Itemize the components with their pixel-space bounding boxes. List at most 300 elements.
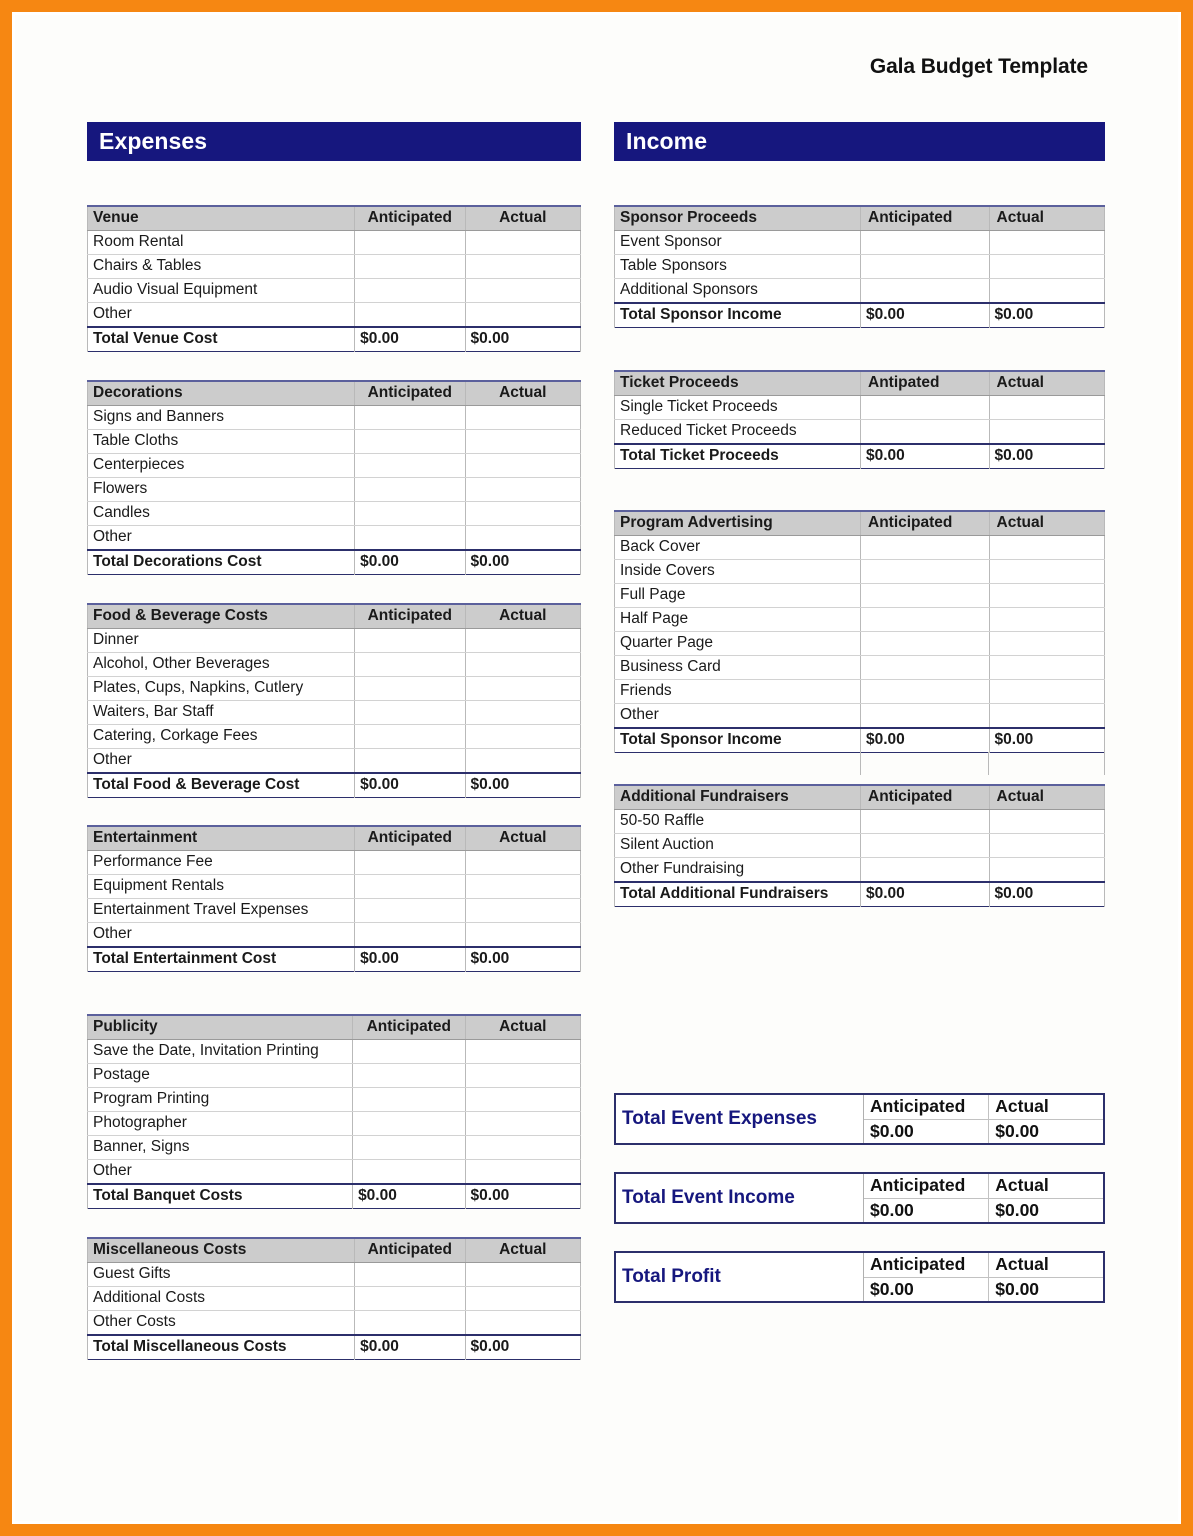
row-label: Guest Gifts bbox=[88, 1263, 355, 1287]
cell-actual[interactable] bbox=[989, 560, 1104, 584]
summary-label: Total Profit bbox=[615, 1252, 864, 1302]
cell-anticipated[interactable] bbox=[861, 608, 990, 632]
cell-actual[interactable] bbox=[465, 502, 580, 526]
table-row bbox=[88, 629, 581, 653]
row-label: Program Printing bbox=[88, 1088, 353, 1112]
column-header-anticipated: Anticipated bbox=[861, 206, 990, 231]
row-label: Table Cloths bbox=[88, 430, 355, 454]
page-title: Gala Budget Template bbox=[869, 55, 1088, 78]
cell-actual[interactable] bbox=[465, 303, 580, 328]
row-label: Flowers bbox=[88, 478, 355, 502]
cell-anticipated[interactable] bbox=[355, 526, 465, 551]
row-label: Entertainment Travel Expenses bbox=[88, 899, 355, 923]
column-header-label: Publicity bbox=[88, 1015, 353, 1040]
table-header-row bbox=[88, 604, 581, 629]
cell-actual[interactable] bbox=[989, 231, 1104, 255]
table-row bbox=[615, 834, 1105, 858]
cell-anticipated[interactable] bbox=[355, 923, 465, 948]
cell-actual[interactable] bbox=[989, 680, 1104, 704]
total-actual: $0.00 bbox=[989, 728, 1104, 753]
total-label: Total Sponsor Income bbox=[615, 303, 861, 328]
cell-actual[interactable] bbox=[465, 279, 580, 303]
cell-anticipated[interactable] bbox=[861, 584, 990, 608]
row-label: Event Sponsor bbox=[615, 231, 861, 255]
cell-actual[interactable] bbox=[465, 677, 580, 701]
budget-table-entertainment bbox=[87, 825, 581, 972]
table-row bbox=[615, 536, 1105, 560]
cell-anticipated[interactable] bbox=[861, 858, 990, 883]
table-row bbox=[615, 858, 1105, 883]
row-label: Audio Visual Equipment bbox=[88, 279, 355, 303]
total-actual: $0.00 bbox=[465, 1335, 580, 1360]
column-header-actual: Actual bbox=[989, 785, 1104, 810]
cell-anticipated[interactable] bbox=[861, 810, 990, 834]
cell-anticipated[interactable] bbox=[355, 406, 465, 430]
income-column bbox=[614, 122, 1105, 1330]
cell-anticipated[interactable] bbox=[355, 1311, 465, 1336]
table-total-row bbox=[615, 303, 1105, 328]
cell-anticipated[interactable] bbox=[355, 677, 465, 701]
cell-anticipated[interactable] bbox=[861, 632, 990, 656]
table-row bbox=[615, 680, 1105, 704]
total-label: Total Miscellaneous Costs bbox=[88, 1335, 355, 1360]
total-anticipated: $0.00 bbox=[355, 773, 465, 798]
column-header-actual: Actual bbox=[465, 826, 580, 851]
summary-label: Total Event Expenses bbox=[615, 1094, 864, 1144]
total-label: Total Venue Cost bbox=[88, 327, 355, 352]
cell-anticipated[interactable] bbox=[355, 899, 465, 923]
cell-anticipated[interactable] bbox=[355, 653, 465, 677]
total-anticipated: $0.00 bbox=[355, 947, 465, 972]
cell-actual[interactable] bbox=[989, 810, 1104, 834]
cell-anticipated[interactable] bbox=[861, 396, 990, 420]
total-actual: $0.00 bbox=[465, 327, 580, 352]
budget-table-ticket-proceeds bbox=[614, 370, 1105, 469]
cell-anticipated[interactable] bbox=[861, 834, 990, 858]
total-actual: $0.00 bbox=[989, 303, 1104, 328]
table-header-row bbox=[88, 1238, 581, 1263]
table-row bbox=[88, 255, 581, 279]
budget-table-sponsor-proceeds bbox=[614, 205, 1105, 328]
cell-anticipated[interactable] bbox=[355, 1287, 465, 1311]
table-row bbox=[88, 1040, 581, 1064]
table-header-row bbox=[615, 371, 1105, 396]
cell-anticipated[interactable] bbox=[861, 279, 990, 304]
cell-actual[interactable] bbox=[989, 255, 1104, 279]
row-label: Reduced Ticket Proceeds bbox=[615, 420, 861, 445]
cell-actual[interactable] bbox=[989, 704, 1104, 729]
page-canvas bbox=[12, 12, 1181, 1524]
table-row bbox=[88, 454, 581, 478]
table-row bbox=[88, 1311, 581, 1336]
summary-value-actual: $0.00 bbox=[989, 1277, 1104, 1302]
table-row bbox=[88, 653, 581, 677]
table-row bbox=[88, 1287, 581, 1311]
cell-anticipated[interactable] bbox=[355, 1263, 465, 1287]
column-header-anticipated: Anticipated bbox=[353, 1015, 465, 1040]
cell-actual[interactable] bbox=[989, 858, 1104, 883]
summary-label: Total Event Income bbox=[615, 1173, 864, 1223]
column-header-actual: Actual bbox=[989, 511, 1104, 536]
column-header-label: Venue bbox=[88, 206, 355, 231]
column-header-actual: Actual bbox=[465, 1238, 580, 1263]
table-row bbox=[88, 1112, 581, 1136]
budget-table-food-beverage-costs bbox=[87, 603, 581, 798]
cell-actual[interactable] bbox=[465, 653, 580, 677]
table-row bbox=[88, 406, 581, 430]
cell-anticipated[interactable] bbox=[355, 502, 465, 526]
cell-actual[interactable] bbox=[465, 899, 580, 923]
cell-actual[interactable] bbox=[465, 1287, 580, 1311]
row-label: Table Sponsors bbox=[615, 255, 861, 279]
row-label: Quarter Page bbox=[615, 632, 861, 656]
table-row bbox=[615, 608, 1105, 632]
row-label: Chairs & Tables bbox=[88, 255, 355, 279]
column-header-anticipated: Anticipated bbox=[355, 604, 465, 629]
spacer-cell-anticipated[interactable] bbox=[860, 752, 989, 775]
column-header-anticipated: Anticipated bbox=[355, 1238, 465, 1263]
row-label: Other bbox=[88, 303, 355, 328]
table-total-row bbox=[615, 882, 1105, 907]
table-row bbox=[88, 701, 581, 725]
column-header-actual: Actual bbox=[465, 1015, 580, 1040]
row-label: Alcohol, Other Beverages bbox=[88, 653, 355, 677]
row-label: Business Card bbox=[615, 656, 861, 680]
table-row bbox=[615, 255, 1105, 279]
cell-anticipated[interactable] bbox=[355, 303, 465, 328]
row-label: Photographer bbox=[88, 1112, 353, 1136]
column-header-label: Sponsor Proceeds bbox=[615, 206, 861, 231]
cell-anticipated[interactable] bbox=[355, 851, 465, 875]
cell-actual[interactable] bbox=[465, 923, 580, 948]
total-label: Total Entertainment Cost bbox=[88, 947, 355, 972]
table-row bbox=[88, 279, 581, 303]
table-header-row bbox=[615, 511, 1105, 536]
income-summary-list bbox=[614, 1093, 1105, 1303]
cell-anticipated[interactable] bbox=[355, 629, 465, 653]
cell-actual[interactable] bbox=[989, 584, 1104, 608]
table-row bbox=[88, 725, 581, 749]
cell-anticipated[interactable] bbox=[355, 231, 465, 255]
table-row bbox=[615, 396, 1105, 420]
cell-actual[interactable] bbox=[989, 396, 1104, 420]
row-label: Equipment Rentals bbox=[88, 875, 355, 899]
cell-anticipated[interactable] bbox=[355, 875, 465, 899]
table-row bbox=[88, 749, 581, 774]
row-label: Postage bbox=[88, 1064, 353, 1088]
table-total-row bbox=[615, 728, 1105, 753]
cell-actual[interactable] bbox=[465, 701, 580, 725]
cell-anticipated[interactable] bbox=[861, 255, 990, 279]
cell-anticipated[interactable] bbox=[861, 420, 990, 445]
cell-anticipated[interactable] bbox=[353, 1064, 465, 1088]
column-header-anticipated: Anticipated bbox=[355, 381, 465, 406]
table-header-row bbox=[615, 206, 1105, 231]
cell-actual[interactable] bbox=[465, 749, 580, 774]
cell-actual[interactable] bbox=[465, 1088, 580, 1112]
budget-table-miscellaneous-costs bbox=[87, 1237, 581, 1360]
table-total-row bbox=[615, 444, 1105, 469]
total-label: Total Ticket Proceeds bbox=[615, 444, 861, 469]
budget-table-venue bbox=[87, 205, 581, 352]
row-label: Other Fundraising bbox=[615, 858, 861, 883]
column-header-label: Miscellaneous Costs bbox=[88, 1238, 355, 1263]
cell-actual[interactable] bbox=[465, 255, 580, 279]
table-row bbox=[88, 677, 581, 701]
row-label: Centerpieces bbox=[88, 454, 355, 478]
cell-anticipated[interactable] bbox=[353, 1088, 465, 1112]
row-label: Performance Fee bbox=[88, 851, 355, 875]
spacer-cell-actual[interactable] bbox=[989, 752, 1105, 775]
summary-header-anticipated: Anticipated bbox=[864, 1173, 989, 1198]
row-label: Back Cover bbox=[615, 536, 861, 560]
row-label: Plates, Cups, Napkins, Cutlery bbox=[88, 677, 355, 701]
column-header-anticipated: Anticipated bbox=[861, 511, 990, 536]
cell-actual[interactable] bbox=[989, 656, 1104, 680]
spacer-cell-label bbox=[614, 752, 860, 775]
table-total-row bbox=[88, 1335, 581, 1360]
cell-actual[interactable] bbox=[465, 526, 580, 551]
column-header-actual: Actual bbox=[465, 381, 580, 406]
table-row bbox=[615, 560, 1105, 584]
row-label: Friends bbox=[615, 680, 861, 704]
cell-anticipated[interactable] bbox=[861, 536, 990, 560]
table-row bbox=[88, 923, 581, 948]
cell-actual[interactable] bbox=[465, 454, 580, 478]
total-actual: $0.00 bbox=[465, 773, 580, 798]
cell-actual[interactable] bbox=[465, 231, 580, 255]
column-header-actual: Actual bbox=[465, 604, 580, 629]
column-header-actual: Actual bbox=[989, 371, 1104, 396]
row-label: Room Rental bbox=[88, 231, 355, 255]
table-row bbox=[615, 584, 1105, 608]
cell-actual[interactable] bbox=[465, 629, 580, 653]
table-row bbox=[88, 1088, 581, 1112]
column-header-anticipated: Anticipated bbox=[355, 206, 465, 231]
row-label: Catering, Corkage Fees bbox=[88, 725, 355, 749]
column-header-label: Ticket Proceeds bbox=[615, 371, 861, 396]
cell-actual[interactable] bbox=[465, 1311, 580, 1336]
row-label: Single Ticket Proceeds bbox=[615, 396, 861, 420]
row-label: Other bbox=[88, 526, 355, 551]
table-row bbox=[88, 1263, 581, 1287]
cell-anticipated[interactable] bbox=[355, 255, 465, 279]
table-row bbox=[88, 875, 581, 899]
table-row bbox=[88, 303, 581, 328]
column-header-actual: Actual bbox=[465, 206, 580, 231]
row-label: Signs and Banners bbox=[88, 406, 355, 430]
row-label: Candles bbox=[88, 502, 355, 526]
column-header-anticipated: Anticipated bbox=[355, 826, 465, 851]
expenses-table-list bbox=[87, 205, 581, 1360]
table-row bbox=[615, 420, 1105, 445]
table-row bbox=[88, 231, 581, 255]
cell-actual[interactable] bbox=[465, 406, 580, 430]
table-total-row bbox=[88, 1184, 581, 1209]
empty-spacer-row bbox=[614, 752, 1105, 775]
summary-header-anticipated: Anticipated bbox=[864, 1094, 989, 1119]
cell-actual[interactable] bbox=[465, 1040, 580, 1064]
cell-actual[interactable] bbox=[465, 1160, 580, 1185]
table-row bbox=[88, 502, 581, 526]
summary-value-anticipated: $0.00 bbox=[864, 1119, 989, 1144]
section-banner-income: Income bbox=[614, 122, 1105, 161]
summary-header-actual: Actual bbox=[989, 1252, 1104, 1277]
expenses-column bbox=[87, 122, 581, 1360]
total-anticipated: $0.00 bbox=[861, 303, 990, 328]
row-label: Other bbox=[615, 704, 861, 729]
summary-block-total-event-expenses bbox=[614, 1093, 1105, 1145]
table-header-row bbox=[88, 206, 581, 231]
cell-actual[interactable] bbox=[989, 632, 1104, 656]
row-label: Other bbox=[88, 1160, 353, 1185]
cell-anticipated[interactable] bbox=[353, 1160, 465, 1185]
section-banner-expenses: Expenses bbox=[87, 122, 581, 161]
row-label: Other bbox=[88, 749, 355, 774]
table-row bbox=[615, 279, 1105, 304]
table-row bbox=[88, 1160, 581, 1185]
cell-actual[interactable] bbox=[465, 1136, 580, 1160]
row-label: Dinner bbox=[88, 629, 355, 653]
total-anticipated: $0.00 bbox=[353, 1184, 465, 1209]
table-row bbox=[88, 430, 581, 454]
total-actual: $0.00 bbox=[465, 947, 580, 972]
row-label: Other Costs bbox=[88, 1311, 355, 1336]
row-label: 50-50 Raffle bbox=[615, 810, 861, 834]
table-row bbox=[615, 704, 1105, 729]
table-row bbox=[88, 851, 581, 875]
table-row bbox=[88, 526, 581, 551]
cell-anticipated[interactable] bbox=[353, 1040, 465, 1064]
column-header-label: Food & Beverage Costs bbox=[88, 604, 355, 629]
column-header-label: Entertainment bbox=[88, 826, 355, 851]
row-label: Inside Covers bbox=[615, 560, 861, 584]
total-actual: $0.00 bbox=[989, 882, 1104, 907]
cell-actual[interactable] bbox=[465, 1112, 580, 1136]
table-row bbox=[615, 810, 1105, 834]
total-actual: $0.00 bbox=[465, 1184, 580, 1209]
cell-anticipated[interactable] bbox=[861, 560, 990, 584]
total-label: Total Decorations Cost bbox=[88, 550, 355, 575]
table-total-row bbox=[88, 947, 581, 972]
table-row bbox=[88, 1136, 581, 1160]
table-total-row bbox=[88, 550, 581, 575]
table-total-row bbox=[88, 773, 581, 798]
cell-anticipated[interactable] bbox=[355, 430, 465, 454]
total-label: Total Food & Beverage Cost bbox=[88, 773, 355, 798]
column-header-anticipated: Antipated bbox=[861, 371, 990, 396]
cell-actual[interactable] bbox=[989, 279, 1104, 304]
table-header-row bbox=[88, 381, 581, 406]
row-label: Waiters, Bar Staff bbox=[88, 701, 355, 725]
row-label: Additional Sponsors bbox=[615, 279, 861, 304]
total-actual: $0.00 bbox=[465, 550, 580, 575]
total-anticipated: $0.00 bbox=[355, 550, 465, 575]
summary-value-actual: $0.00 bbox=[989, 1119, 1104, 1144]
row-label: Banner, Signs bbox=[88, 1136, 353, 1160]
summary-value-actual: $0.00 bbox=[989, 1198, 1104, 1223]
summary-block-total-event-income bbox=[614, 1172, 1105, 1224]
row-label: Save the Date, Invitation Printing bbox=[88, 1040, 353, 1064]
cell-actual[interactable] bbox=[465, 1263, 580, 1287]
cell-actual[interactable] bbox=[989, 536, 1104, 560]
summary-value-anticipated: $0.00 bbox=[864, 1198, 989, 1223]
summary-value-anticipated: $0.00 bbox=[864, 1277, 989, 1302]
table-header-row bbox=[88, 1015, 581, 1040]
cell-anticipated[interactable] bbox=[861, 680, 990, 704]
cell-anticipated[interactable] bbox=[355, 478, 465, 502]
row-label: Silent Auction bbox=[615, 834, 861, 858]
cell-actual[interactable] bbox=[465, 875, 580, 899]
cell-anticipated[interactable] bbox=[353, 1136, 465, 1160]
cell-actual[interactable] bbox=[989, 834, 1104, 858]
budget-table-additional-fundraisers bbox=[614, 784, 1105, 907]
cell-actual[interactable] bbox=[465, 725, 580, 749]
budget-table-program-advertising bbox=[614, 510, 1105, 753]
cell-actual[interactable] bbox=[465, 851, 580, 875]
column-header-label: Program Advertising bbox=[615, 511, 861, 536]
cell-anticipated[interactable] bbox=[355, 749, 465, 774]
total-anticipated: $0.00 bbox=[861, 444, 990, 469]
summary-header-anticipated: Anticipated bbox=[864, 1252, 989, 1277]
table-row bbox=[615, 656, 1105, 680]
row-label: Additional Costs bbox=[88, 1287, 355, 1311]
summary-block-total-profit bbox=[614, 1251, 1105, 1303]
table-row bbox=[88, 1064, 581, 1088]
row-label: Full Page bbox=[615, 584, 861, 608]
cell-actual[interactable] bbox=[989, 608, 1104, 632]
table-row bbox=[88, 478, 581, 502]
cell-anticipated[interactable] bbox=[355, 725, 465, 749]
total-label: Total Sponsor Income bbox=[615, 728, 861, 753]
table-header-row bbox=[88, 826, 581, 851]
cell-anticipated[interactable] bbox=[355, 279, 465, 303]
cell-anticipated[interactable] bbox=[861, 656, 990, 680]
summary-header-actual: Actual bbox=[989, 1094, 1104, 1119]
income-table-list bbox=[614, 205, 1105, 907]
row-label: Half Page bbox=[615, 608, 861, 632]
table-total-row bbox=[88, 327, 581, 352]
cell-anticipated[interactable] bbox=[861, 704, 990, 729]
row-label: Other bbox=[88, 923, 355, 948]
budget-table-publicity bbox=[87, 1014, 581, 1209]
cell-actual[interactable] bbox=[465, 1064, 580, 1088]
column-header-label: Decorations bbox=[88, 381, 355, 406]
table-row bbox=[615, 632, 1105, 656]
total-anticipated: $0.00 bbox=[355, 1335, 465, 1360]
total-label: Total Banquet Costs bbox=[88, 1184, 353, 1209]
column-header-anticipated: Anticipated bbox=[861, 785, 990, 810]
cell-actual[interactable] bbox=[989, 420, 1104, 445]
column-header-label: Additional Fundraisers bbox=[615, 785, 861, 810]
column-header-actual: Actual bbox=[989, 206, 1104, 231]
cell-anticipated[interactable] bbox=[355, 701, 465, 725]
budget-table-decorations bbox=[87, 380, 581, 575]
table-header-row bbox=[615, 785, 1105, 810]
table-row bbox=[615, 231, 1105, 255]
table-row bbox=[88, 899, 581, 923]
total-anticipated: $0.00 bbox=[861, 728, 990, 753]
cell-actual[interactable] bbox=[465, 430, 580, 454]
total-label: Total Additional Fundraisers bbox=[615, 882, 861, 907]
cell-anticipated[interactable] bbox=[861, 231, 990, 255]
summary-header-actual: Actual bbox=[989, 1173, 1104, 1198]
cell-anticipated[interactable] bbox=[355, 454, 465, 478]
total-anticipated: $0.00 bbox=[355, 327, 465, 352]
total-anticipated: $0.00 bbox=[861, 882, 990, 907]
cell-anticipated[interactable] bbox=[353, 1112, 465, 1136]
cell-actual[interactable] bbox=[465, 478, 580, 502]
